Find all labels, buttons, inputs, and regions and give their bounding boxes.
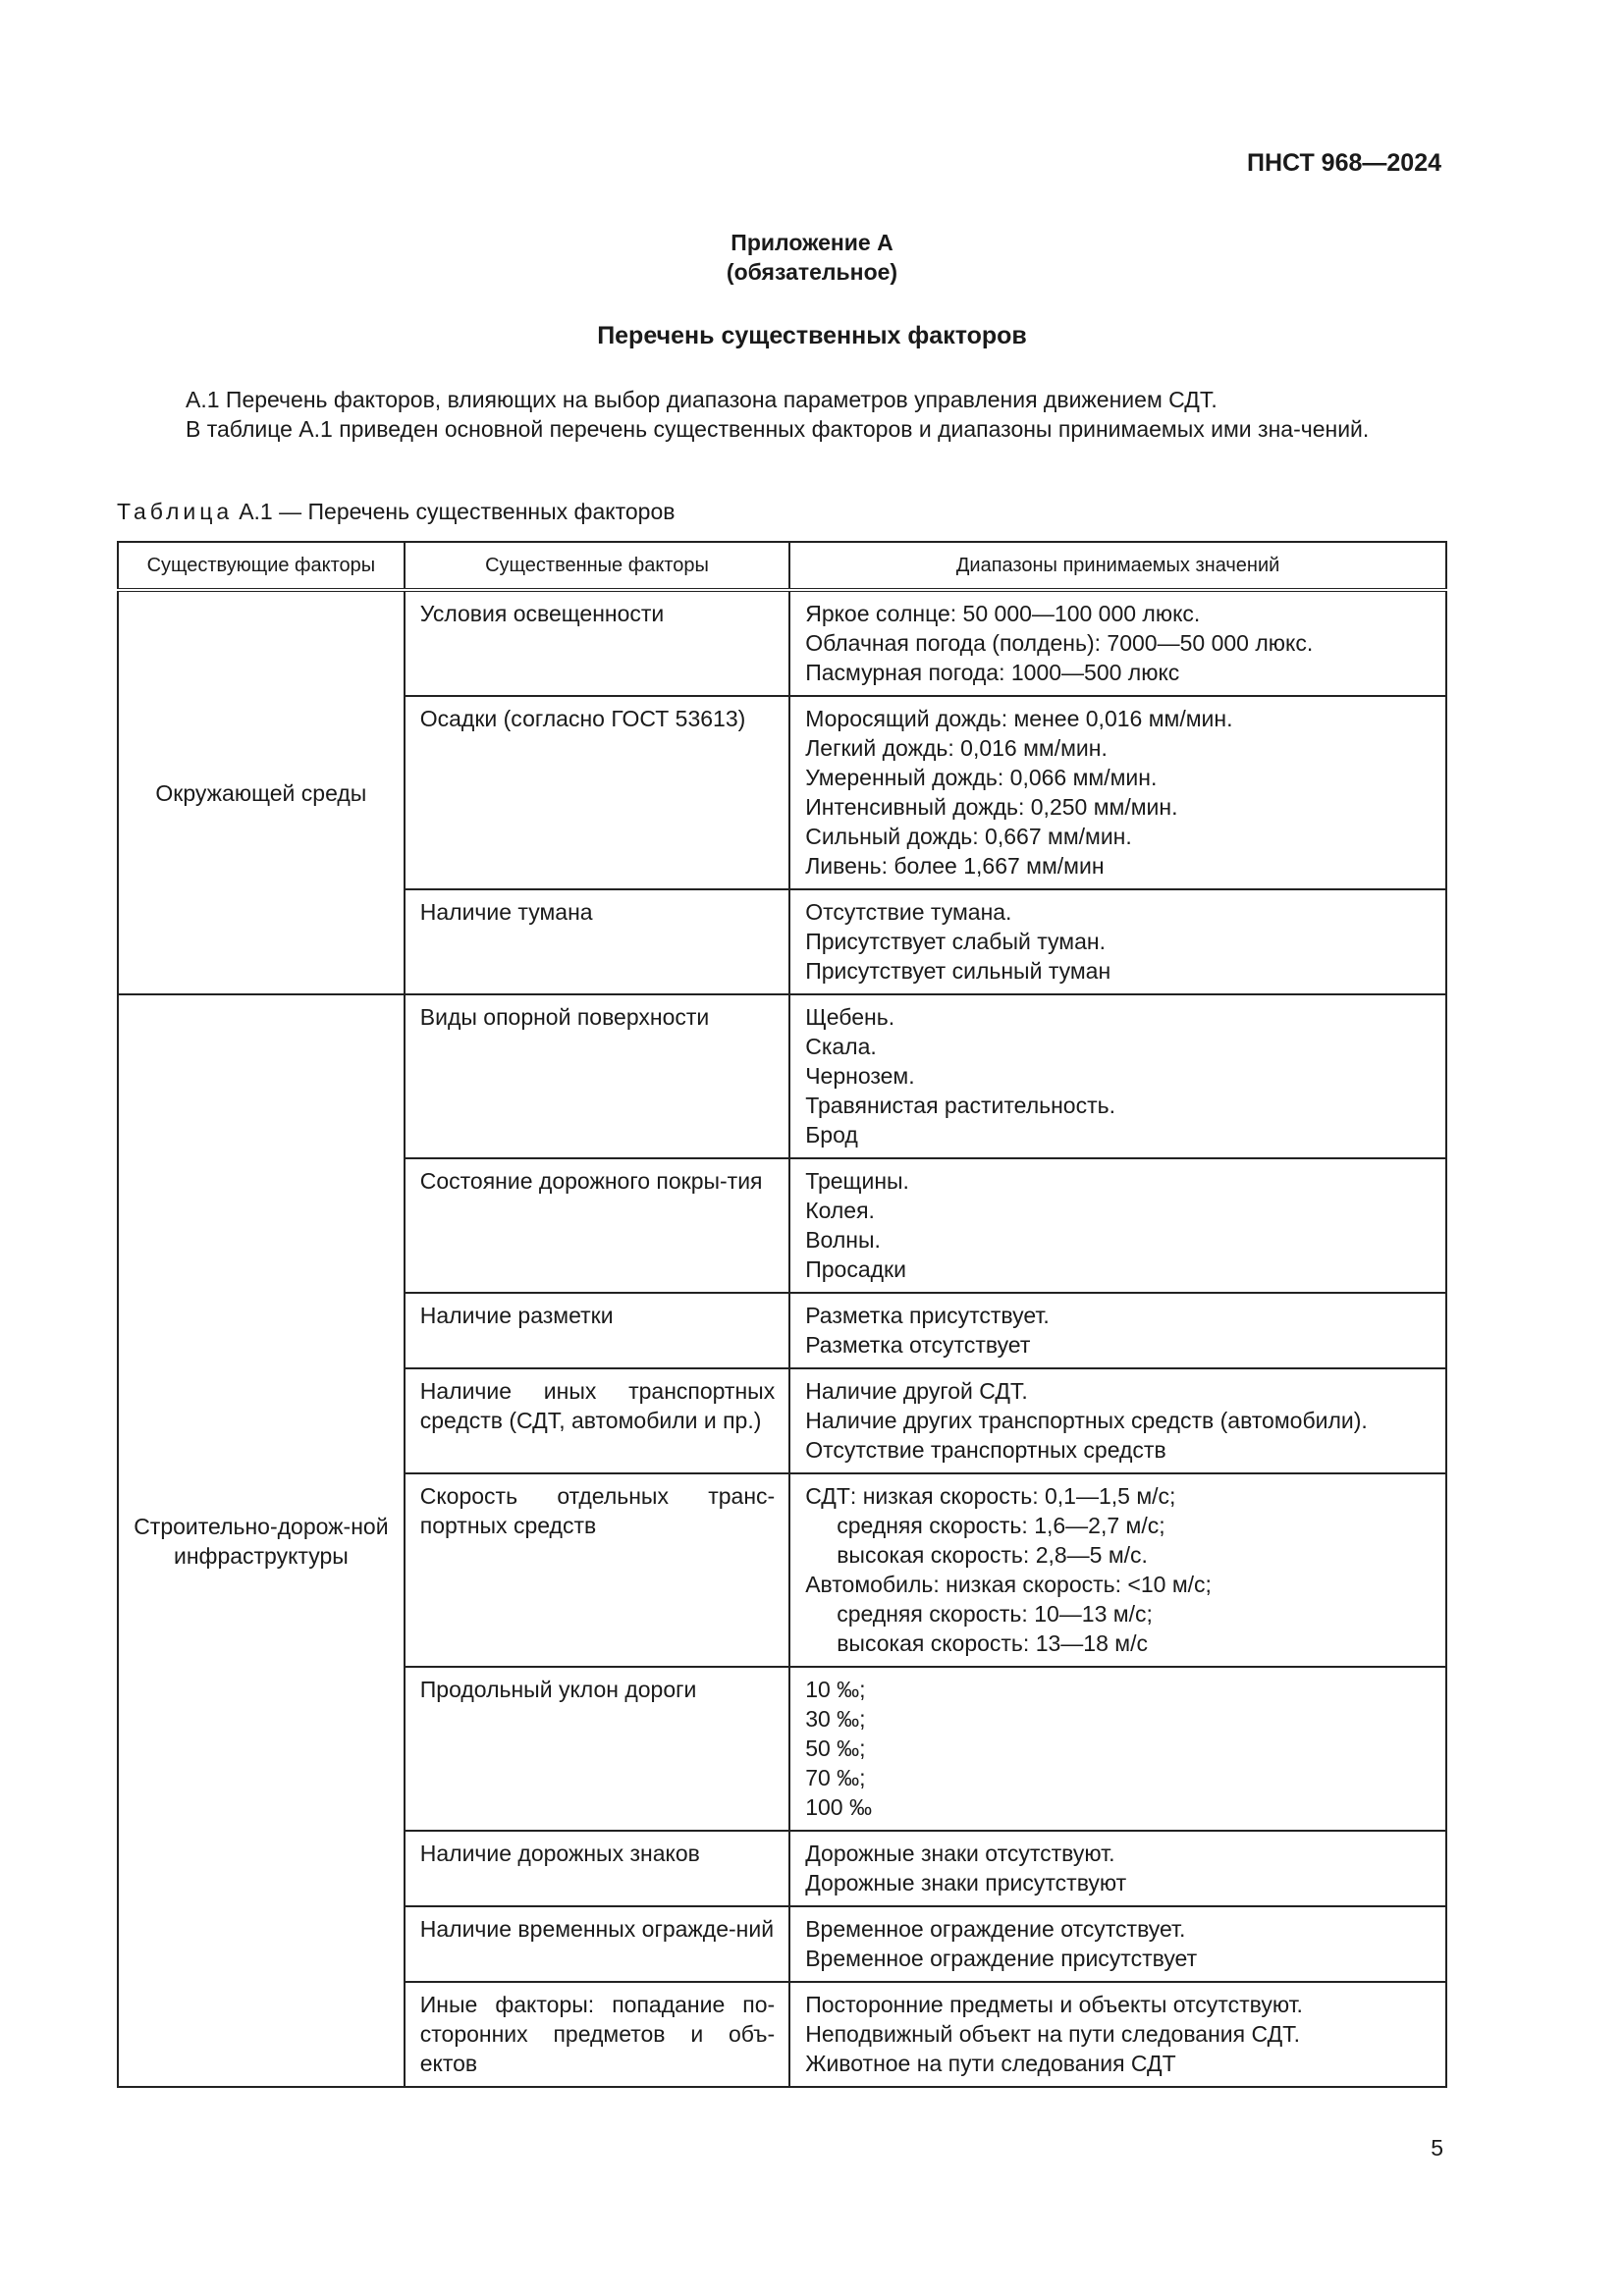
value-line: Щебень.: [805, 1004, 895, 1030]
table-caption-text: А.1 — Перечень существенных факторов: [239, 499, 676, 524]
values-cell: [789, 1293, 1446, 1368]
value-line: 50 ‰;: [805, 1735, 866, 1761]
value-line: Животное на пути следования СДТ: [805, 2051, 1176, 2076]
factors-table: [117, 541, 1447, 2088]
section-title: Перечень существенных факторов: [597, 322, 1027, 349]
table-caption: [117, 499, 675, 525]
value-line: Временное ограждение отсутствует.: [805, 1916, 1186, 1942]
values-cell: [789, 1368, 1446, 1473]
factor-cell: Скорость отдельных транс-портных средств: [405, 1473, 789, 1667]
value-line: Посторонние предметы и объекты отсутствуют.: [805, 1992, 1303, 2017]
paragraph-a1: А.1 Перечень факторов, влияющих на выбор диапазона параметров управления движением СДТ.: [186, 387, 1218, 412]
value-line: Пасмурная погода: 1000—500 люкс: [805, 660, 1180, 685]
factor-cell: Условия освещенности: [405, 590, 789, 696]
value-line: Колея.: [805, 1198, 875, 1223]
value-line: Яркое солнце: 50 000—100 000 люкс.: [805, 601, 1201, 626]
value-line: Дорожные знаки присутствуют: [805, 1870, 1127, 1896]
factor-cell: Осадки (согласно ГОСТ 53613): [405, 696, 789, 889]
factor-cell: Наличие иных транспортных средств (СДТ, автомобили и пр.): [405, 1368, 789, 1473]
value-line: Просадки: [805, 1256, 906, 1282]
table-header-row: [118, 542, 1446, 590]
value-line: Наличие других транспортных средств (автомобили).: [805, 1408, 1368, 1433]
value-line: Разметка отсутствует: [805, 1332, 1031, 1358]
value-line: высокая скорость: 2,8—5 м/с.: [837, 1542, 1148, 1568]
values-cell: [789, 1831, 1446, 1906]
value-line: Скала.: [805, 1034, 877, 1059]
value-line: Ливень: более 1,667 мм/мин: [805, 853, 1105, 879]
factor-cell: Продольный уклон дороги: [405, 1667, 789, 1831]
values-cell: [789, 590, 1446, 696]
values-cell: [789, 1982, 1446, 2087]
header-existing-factors: Существующие факторы: [118, 542, 405, 590]
value-line: Неподвижный объект на пути следования СДТ.: [805, 2021, 1301, 2047]
value-line: СДТ: низкая скорость: 0,1—1,5 м/с;: [805, 1483, 1176, 1509]
value-line: средняя скорость: 1,6—2,7 м/с;: [837, 1513, 1165, 1538]
values-cell: [789, 1158, 1446, 1293]
value-line: Автомобиль: низкая скорость: <10 м/с;: [805, 1572, 1212, 1597]
value-line: Легкий дождь: 0,016 мм/мин.: [805, 735, 1108, 761]
table-body: [118, 590, 1446, 2087]
value-line: Сильный дождь: 0,667 мм/мин.: [805, 824, 1132, 849]
value-line: Трещины.: [805, 1168, 909, 1194]
factor-cell: Виды опорной поверхности: [405, 994, 789, 1158]
paragraph-a1-intro: В таблице А.1 приведен основной перечень существенных факторов и диапазоны принимаемых ими зна-чений.: [186, 416, 1370, 442]
table-row: [118, 994, 1446, 1158]
group-cell: Строительно-дорож-ной инфраструктуры: [118, 994, 405, 2087]
value-line: Облачная погода (полдень): 7000—50 000 люкс.: [805, 630, 1314, 656]
annex-status: (обязательное): [726, 259, 898, 285]
value-line: Временное ограждение присутствует: [805, 1946, 1198, 1971]
value-line: Травянистая растительность.: [805, 1093, 1115, 1118]
value-line: Волны.: [805, 1227, 881, 1253]
annex-title: Приложение А: [731, 230, 893, 255]
header-value-ranges: Диапазоны принимаемых значений: [789, 542, 1446, 590]
value-line: Наличие другой СДТ.: [805, 1378, 1028, 1404]
value-line: Моросящий дождь: менее 0,016 мм/мин.: [805, 706, 1233, 731]
values-cell: [789, 1667, 1446, 1831]
values-cell: [789, 1906, 1446, 1982]
value-line: высокая скорость: 13—18 м/с: [837, 1630, 1148, 1656]
annex-heading: [0, 228, 1624, 287]
value-line: Брод: [805, 1122, 858, 1148]
group-cell: Окружающей среды: [118, 590, 405, 994]
factor-cell: Состояние дорожного покры-тия: [405, 1158, 789, 1293]
values-cell: [789, 994, 1446, 1158]
factor-cell: Наличие тумана: [405, 889, 789, 994]
table-row: [118, 590, 1446, 696]
values-cell: [789, 1473, 1446, 1667]
values-cell: [789, 889, 1446, 994]
header-essential-factors: Существенные факторы: [405, 542, 789, 590]
factor-cell: Наличие разметки: [405, 1293, 789, 1368]
value-line: 70 ‰;: [805, 1765, 866, 1790]
document-id: ПНСТ 968—2024: [1247, 149, 1441, 177]
value-line: Дорожные знаки отсутствуют.: [805, 1841, 1115, 1866]
values-cell: [789, 696, 1446, 889]
value-line: средняя скорость: 10—13 м/с;: [837, 1601, 1153, 1627]
value-line: Умеренный дождь: 0,066 мм/мин.: [805, 765, 1158, 790]
value-line: Присутствует слабый туман.: [805, 929, 1106, 954]
factor-cell: Наличие дорожных знаков: [405, 1831, 789, 1906]
value-line: 30 ‰;: [805, 1706, 866, 1732]
value-line: 10 ‰;: [805, 1677, 866, 1702]
factor-cell: Иные факторы: попадание по-сторонних предметов и объ-ектов: [405, 1982, 789, 2087]
value-line: Разметка присутствует.: [805, 1303, 1050, 1328]
value-line: Чернозем.: [805, 1063, 915, 1089]
page-number: 5: [1431, 2135, 1443, 2161]
table-caption-label: Таблица: [117, 499, 234, 524]
value-line: 100 ‰: [805, 1794, 872, 1820]
factor-cell: Наличие временных огражде-ний: [405, 1906, 789, 1982]
value-line: Интенсивный дождь: 0,250 мм/мин.: [805, 794, 1178, 820]
value-line: Отсутствие тумана.: [805, 899, 1012, 925]
value-line: Отсутствие транспортных средств: [805, 1437, 1166, 1463]
value-line: Присутствует сильный туман: [805, 958, 1111, 984]
